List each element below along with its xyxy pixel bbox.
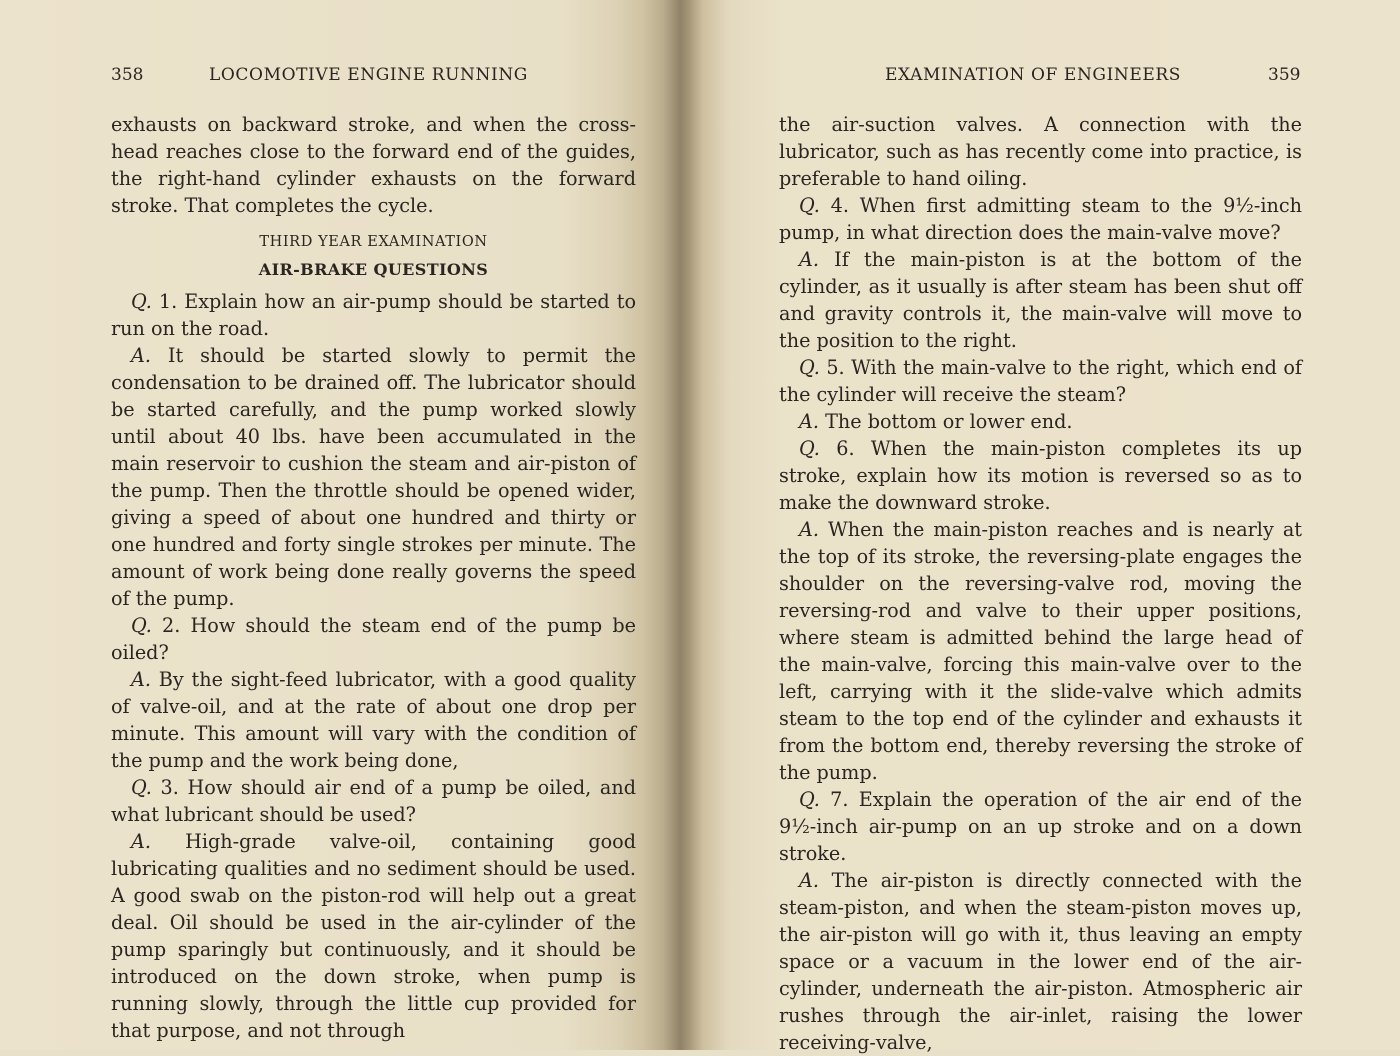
left-page — [0, 0, 700, 1050]
running-head: LOCOMOTIVE ENGINE RUNNING — [209, 65, 528, 85]
question-7: Q. 7. Explain the operation of the air end of the 9½-inch air-pump on an up stroke and on a down stroke. — [779, 788, 1302, 865]
answer-5: A. The bottom or lower end. — [799, 410, 1073, 433]
running-head: EXAMINATION OF ENGINEERS — [885, 65, 1182, 85]
question-1: Q. 1. Explain how an air-pump should be started to run on the road. — [111, 290, 636, 340]
section-subtitle: AIR-BRAKE QUESTIONS — [258, 260, 489, 279]
opening-paragraph: exhausts on backward stroke, and when the cross-head reaches close to the forward end of the guides, the right-hand cylinder exhausts on the forward stroke. That completes the cycle. — [111, 113, 636, 217]
answer-4: A. If the main-piston is at the bottom of the cylinder, as it usually is after steam has been shut off and gravity controls it, the main-valve will move to the position to the right. — [779, 248, 1302, 352]
answer-7: A. The air-piston is directly connected with the steam-piston, and when the steam-piston moves up, the air-piston will go with it, thus leaving an empty space or a vacuum in the lower end of the air-cylinder, underneath the air-piston. Atmospheric air rushes through the air-inlet, raising the lower receiving-valve, — [779, 869, 1302, 1054]
page-number: 358 — [111, 65, 144, 85]
question-3: Q. 3. How should air end of a pump be oiled, and what lubricant should be used? — [111, 776, 636, 826]
page-number: 359 — [1268, 65, 1301, 85]
section-title: THIRD YEAR EXAMINATION — [259, 234, 488, 250]
answer-2: A. By the sight-feed lubricator, with a good quality of valve-oil, and at the rate of about one drop per minute. This amount will vary with the condition of the pump and the work being done, — [111, 668, 636, 772]
text-column — [111, 111, 636, 1044]
right-text-column — [779, 111, 1302, 1056]
opening-paragraph: the air-suction valves. A connection with the lubricator, such as has recently come into practice, is preferable to hand oiling. — [779, 113, 1302, 190]
answer-6: A. When the main-piston reaches and is nearly at the top of its stroke, the reversing-plate engages the shoulder on the reversing-valve rod, moving the reversing-rod and valve to their upper positions, where steam is admitted behind the large head of the main-valve, forcing this main-valve over to the left, carrying with it the slide-valve which admits steam to the top end of the cylinder and exhausts it from the bottom end, thereby reversing the stroke of the pump. — [779, 518, 1302, 784]
question-5: Q. 5. With the main-valve to the right, which end of the cylinder will receive the steam? — [779, 356, 1302, 406]
question-2: Q. 2. How should the steam end of the pump be oiled? — [111, 614, 636, 664]
question-6: Q. 6. When the main-piston completes its up stroke, explain how its motion is reversed so as to make the downward stroke. — [779, 437, 1302, 514]
answer-1: A. It should be started slowly to permit the condensation to be drained off. The lubricator should be started carefully, and the pump worked slowly until about 40 lbs. have been accumulated in the main reservoir to cushion the steam and air-piston of the pump. Then the throttle should be opened wider, giving a speed of about one hundred and thirty or one hundred and forty single strokes per minute. The amount of work being done really governs the speed of the pump. — [111, 344, 636, 610]
question-4: Q. 4. When first admitting steam to the 9½-inch pump, in what direction does the main-valve move? — [779, 194, 1302, 244]
answer-3: A. High-grade valve-oil, containing good lubricating qualities and no sediment should be used. A good swab on the piston-rod will help out a great deal. Oil should be used in the air-cylinder of the pump sparingly but continuously, and it should be introduced on the down stroke, when pump is running slowly, through the little cup provided for that purpose, and not through — [111, 830, 636, 1042]
